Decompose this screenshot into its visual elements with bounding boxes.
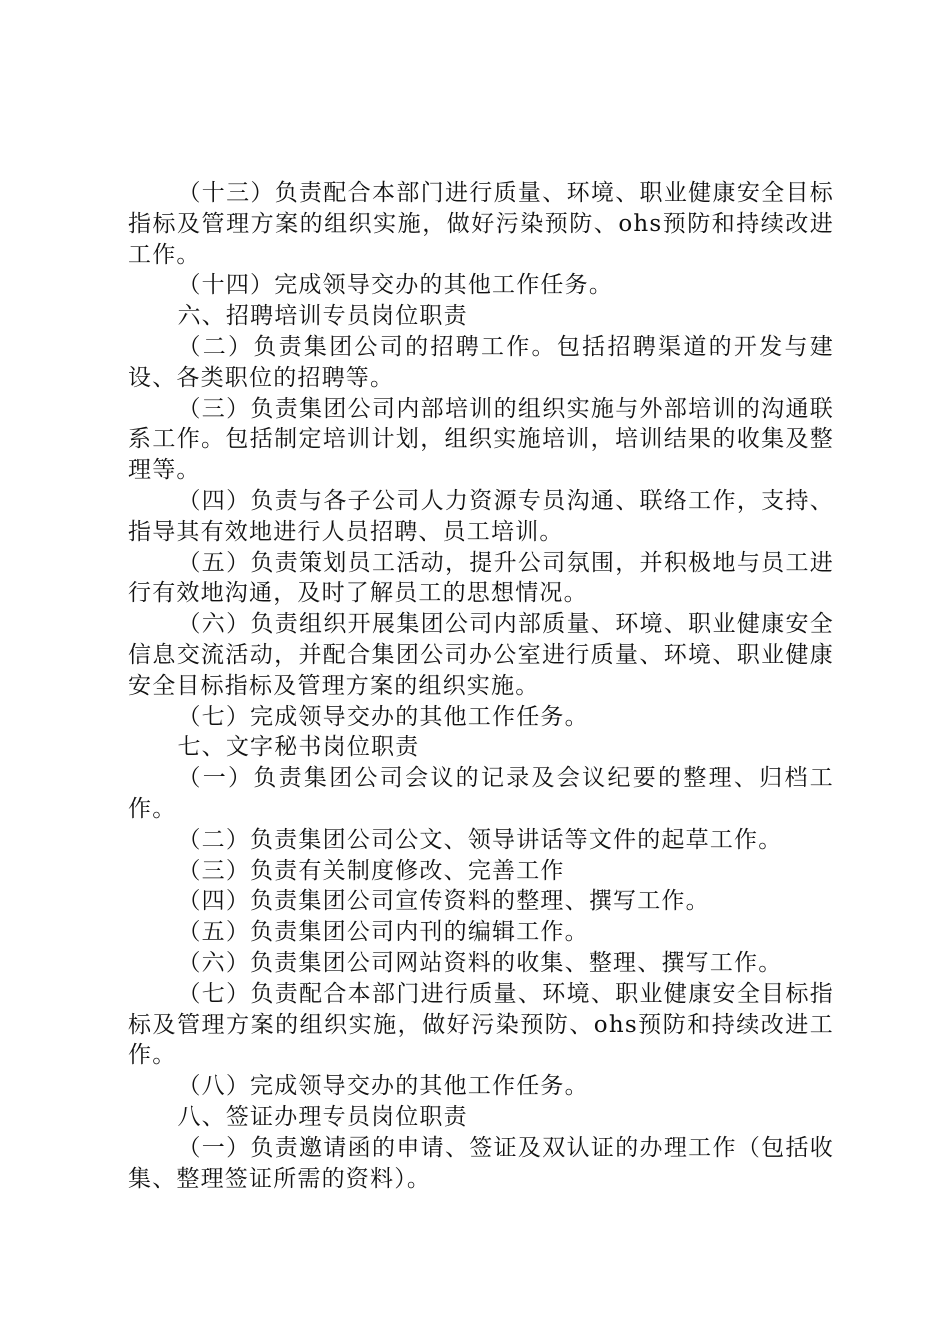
document-page <box>128 178 834 1194</box>
paragraph-publicity-materials: （四）负责集团公司宣传资料的整理、撰写工作。 <box>177 888 710 915</box>
paragraph-policy-revision: （三）负责有关制度修改、完善工作 <box>177 857 565 884</box>
paragraph-internal-journal: （五）负责集团公司内刊的编辑工作。 <box>177 919 589 946</box>
paragraph-14-other-tasks: （十四）完成领导交办的其他工作任务。 <box>177 272 614 299</box>
paragraph-website-materials: （六）负责集团公司网站资料的收集、整理、撰写工作。 <box>177 949 783 976</box>
paragraph-info-exchange: （六）负责组织开展集团公司内部质量、环境、职业健康安全信息交流活动，并配合集团公司办公室进行质量、环境、职业健康安全目标指标及管理方案的组织实施。 <box>128 611 834 699</box>
paragraph-quality-duty-7: （七）负责配合本部门进行质量、环境、职业健康安全目标指标及管理方案的组织实施，做好污染预防、ohs预防和持续改进工作。 <box>128 980 834 1069</box>
paragraph-employee-activities: （五）负责策划员工活动，提升公司氛围，并积极地与员工进行有效地沟通，及时了解员工的思想情况。 <box>128 549 834 607</box>
section-heading-secretary: 七、文字秘书岗位职责 <box>177 734 420 761</box>
paragraph-document-drafting: （二）负责集团公司公文、领导讲话等文件的起草工作。 <box>177 826 783 853</box>
section-heading-visa: 八、签证办理专员岗位职责 <box>177 1103 468 1130</box>
paragraph-meeting-records: （一）负责集团公司会议的记录及会议纪要的整理、归档工作。 <box>128 765 834 822</box>
paragraph-recruitment: （二）负责集团公司的招聘工作。包括招聘渠道的开发与建设、各类职位的招聘等。 <box>128 333 834 391</box>
section-heading-recruitment-training: 六、招聘培训专员岗位职责 <box>177 303 468 330</box>
paragraph-other-tasks-6: （七）完成领导交办的其他工作任务。 <box>177 703 589 730</box>
paragraph-other-tasks-7: （八）完成领导交办的其他工作任务。 <box>177 1073 589 1100</box>
paragraph-hr-liaison: （四）负责与各子公司人力资源专员沟通、联络工作，支持、指导其有效地进行人员招聘、员工培训。 <box>128 487 834 545</box>
paragraph-13-quality-duty: （十三）负责配合本部门进行质量、环境、职业健康安全目标指标及管理方案的组织实施，做好污染预防、ohs预防和持续改进工作。 <box>128 180 834 268</box>
paragraph-training: （三）负责集团公司内部培训的组织实施与外部培训的沟通联系工作。包括制定培训计划，组织实施培训，培训结果的收集及整理等。 <box>128 395 834 484</box>
paragraph-visa-processing: （一）负责邀请函的申请、签证及双认证的办理工作（包括收集、整理签证所需的资料）。 <box>128 1134 834 1192</box>
